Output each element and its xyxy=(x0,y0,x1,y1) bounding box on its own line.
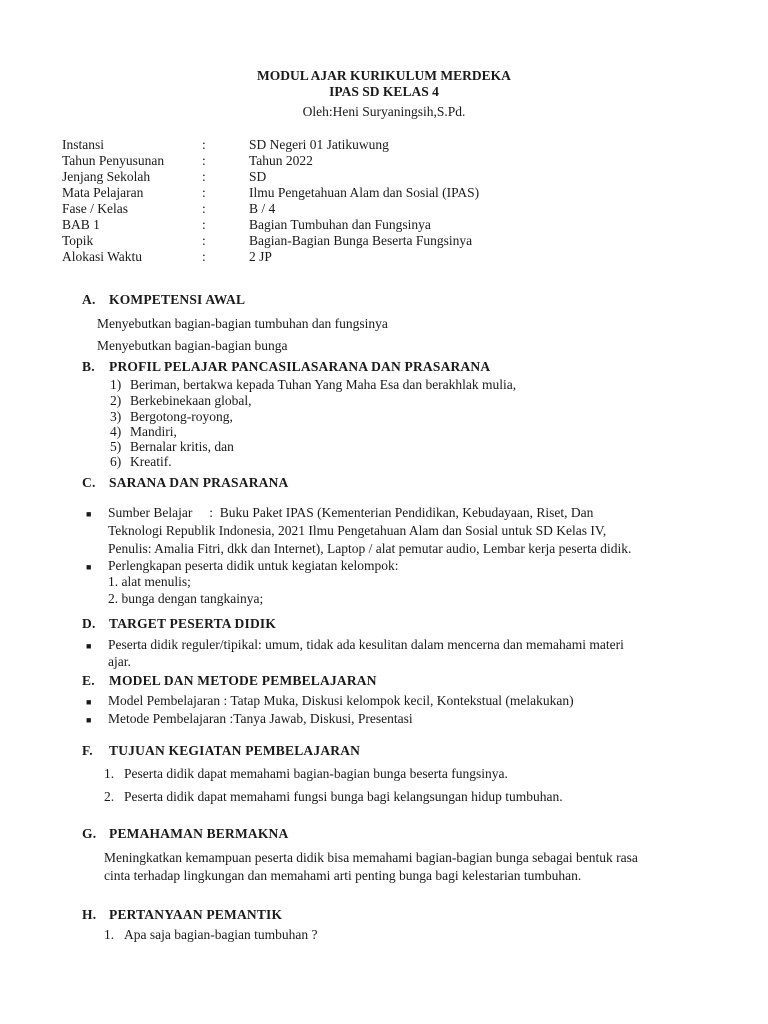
list-number: 4) xyxy=(110,424,122,439)
section-heading-d xyxy=(82,616,276,632)
info-row xyxy=(62,232,722,249)
info-label: Instansi xyxy=(62,137,104,152)
list-item xyxy=(110,377,516,393)
info-colon: : xyxy=(202,217,206,232)
paragraph-line: Peserta didik reguler/tipikal: umum, tidak ada kesulitan dalam mencerna dan memahami materi xyxy=(108,637,624,652)
info-value: 2 JP xyxy=(249,249,272,264)
section-title: PERTANYAAN PEMANTIK xyxy=(109,907,283,922)
bullet-icon: ■ xyxy=(86,697,92,707)
section-letter: C. xyxy=(82,475,96,490)
list-text: Beriman, bertakwa kepada Tuhan Yang Maha Esa dan berakhlak mulia, xyxy=(130,377,517,392)
section-title: MODEL DAN METODE PEMBELAJARAN xyxy=(109,673,377,688)
paragraph-line: Teknologi Republik Indonesia, 2021 Ilmu Pengetahuan Alam dan Sosial untuk SD Kelas IV, xyxy=(108,523,607,538)
list-item xyxy=(104,766,508,782)
info-label: BAB 1 xyxy=(62,217,100,232)
section-title: PEMAHAMAN BERMAKNA xyxy=(109,826,289,841)
paragraph-line: Perlengkapan peserta didik untuk kegiatan kelompok: xyxy=(108,558,399,573)
list-item xyxy=(110,454,172,470)
list-number: 5) xyxy=(110,439,122,454)
list-text: Berkebinekaan global, xyxy=(130,393,252,408)
info-label: Tahun Penyusunan xyxy=(62,153,165,168)
list-number: 1) xyxy=(110,377,122,392)
list-number: 2. xyxy=(104,789,115,804)
info-row xyxy=(62,248,722,265)
paragraph-line: cinta terhadap lingkungan dan memahami arti penting bunga bagi kelestarian tumbuhan. xyxy=(104,868,582,883)
info-value: Bagian Tumbuhan dan Fungsinya xyxy=(249,217,431,232)
paragraph-line: ajar. xyxy=(108,654,131,669)
section-title: KOMPETENSI AWAL xyxy=(109,292,246,307)
section-letter: B. xyxy=(82,359,95,374)
info-value: Ilmu Pengetahuan Alam dan Sosial (IPAS) xyxy=(249,185,480,200)
list-item xyxy=(104,789,563,805)
section-heading-h xyxy=(82,907,282,923)
list-number: 1. xyxy=(104,927,115,942)
section-heading-g xyxy=(82,826,288,842)
bullet-icon: ■ xyxy=(86,562,92,572)
list-number: 2) xyxy=(110,393,122,408)
list-item: 2. bunga dengan tangkainya; xyxy=(108,591,264,606)
section-letter: F. xyxy=(82,743,93,758)
section-heading-a xyxy=(82,292,245,308)
list-text: Bergotong-royong, xyxy=(130,409,233,424)
document-title: MODUL AJAR KURIKULUM MERDEKA xyxy=(257,68,511,83)
section-heading-e xyxy=(82,673,377,689)
section-title: PROFIL PELAJAR PANCASILASARANA DAN PRASARANA xyxy=(109,359,491,374)
info-label: Alokasi Waktu xyxy=(62,249,143,264)
section-title: SARANA DAN PRASARANA xyxy=(109,475,289,490)
info-row xyxy=(62,200,722,217)
info-value: SD xyxy=(249,169,267,184)
info-colon: : xyxy=(202,233,206,248)
info-label: Mata Pelajaran xyxy=(62,185,144,200)
info-colon: : xyxy=(202,169,206,184)
info-colon: : xyxy=(202,153,206,168)
section-letter: A. xyxy=(82,292,96,307)
list-number: 1. xyxy=(104,766,115,781)
list-item: 1. alat menulis; xyxy=(108,574,191,589)
info-value: Tahun 2022 xyxy=(249,153,313,168)
info-row xyxy=(62,136,722,153)
section-title: TARGET PESERTA DIDIK xyxy=(109,616,277,631)
section-heading-b xyxy=(82,359,490,375)
list-text: Peserta didik dapat memahami bagian-bagian bunga beserta fungsinya. xyxy=(124,766,508,781)
list-item: Metode Pembelajaran :Tanya Jawab, Diskusi, Presentasi xyxy=(108,711,413,726)
list-number: 6) xyxy=(110,454,122,469)
paragraph-line: Sumber Belajar : Buku Paket IPAS (Kementerian Pendidikan, Kebudayaan, Riset, Dan xyxy=(108,505,594,520)
info-row xyxy=(62,168,722,185)
paragraph-line: Menyebutkan bagian-bagian tumbuhan dan fungsinya xyxy=(97,316,388,331)
list-text: Apa saja bagian-bagian tumbuhan ? xyxy=(124,927,318,942)
list-item xyxy=(104,927,317,943)
info-value: Bagian-Bagian Bunga Beserta Fungsinya xyxy=(249,233,473,248)
paragraph-line: Penulis: Amalia Fitri, dkk dan Internet), Laptop / alat pemutar audio, Lembar kerja peserta didik. xyxy=(108,541,632,556)
list-item: Model Pembelajaran : Tatap Muka, Diskusi kelompok kecil, Kontekstual (melakukan) xyxy=(108,693,574,708)
section-letter: G. xyxy=(82,826,97,841)
info-colon: : xyxy=(202,249,206,264)
section-letter: D. xyxy=(82,616,96,631)
info-colon: : xyxy=(202,201,206,216)
section-letter: E. xyxy=(82,673,95,688)
paragraph-line: Meningkatkan kemampuan peserta didik bisa memahami bagian-bagian bunga sebagai bentuk rasa xyxy=(104,850,638,865)
list-item xyxy=(110,439,234,455)
list-item xyxy=(110,424,177,440)
bullet-icon: ■ xyxy=(86,715,92,725)
info-row xyxy=(62,184,722,201)
info-colon: : xyxy=(202,185,206,200)
list-number: 3) xyxy=(110,409,122,424)
document-author: Oleh:Heni Suryaningsih,S.Pd. xyxy=(302,104,466,119)
bullet-icon: ■ xyxy=(86,641,92,651)
info-value: SD Negeri 01 Jatikuwung xyxy=(249,137,389,152)
info-row xyxy=(62,152,722,169)
section-heading-f xyxy=(82,743,360,759)
info-label: Jenjang Sekolah xyxy=(62,169,151,184)
section-title: TUJUAN KEGIATAN PEMBELAJARAN xyxy=(109,743,361,758)
list-text: Kreatif. xyxy=(130,454,172,469)
list-text: Bernalar kritis, dan xyxy=(130,439,234,454)
section-heading-c xyxy=(82,475,289,491)
info-row xyxy=(62,216,722,233)
paragraph-line: Menyebutkan bagian-bagian bunga xyxy=(97,338,288,353)
info-value: B / 4 xyxy=(249,201,276,216)
section-letter: H. xyxy=(82,907,97,922)
list-text: Mandiri, xyxy=(130,424,177,439)
info-label: Topik xyxy=(62,233,94,248)
info-label: Fase / Kelas xyxy=(62,201,128,216)
document-subtitle: IPAS SD KELAS 4 xyxy=(329,84,439,99)
bullet-icon: ■ xyxy=(86,509,92,519)
list-item xyxy=(110,409,233,425)
list-item xyxy=(110,393,251,409)
list-text: Peserta didik dapat memahami fungsi bunga bagi kelangsungan hidup tumbuhan. xyxy=(124,789,563,804)
info-colon: : xyxy=(202,137,206,152)
